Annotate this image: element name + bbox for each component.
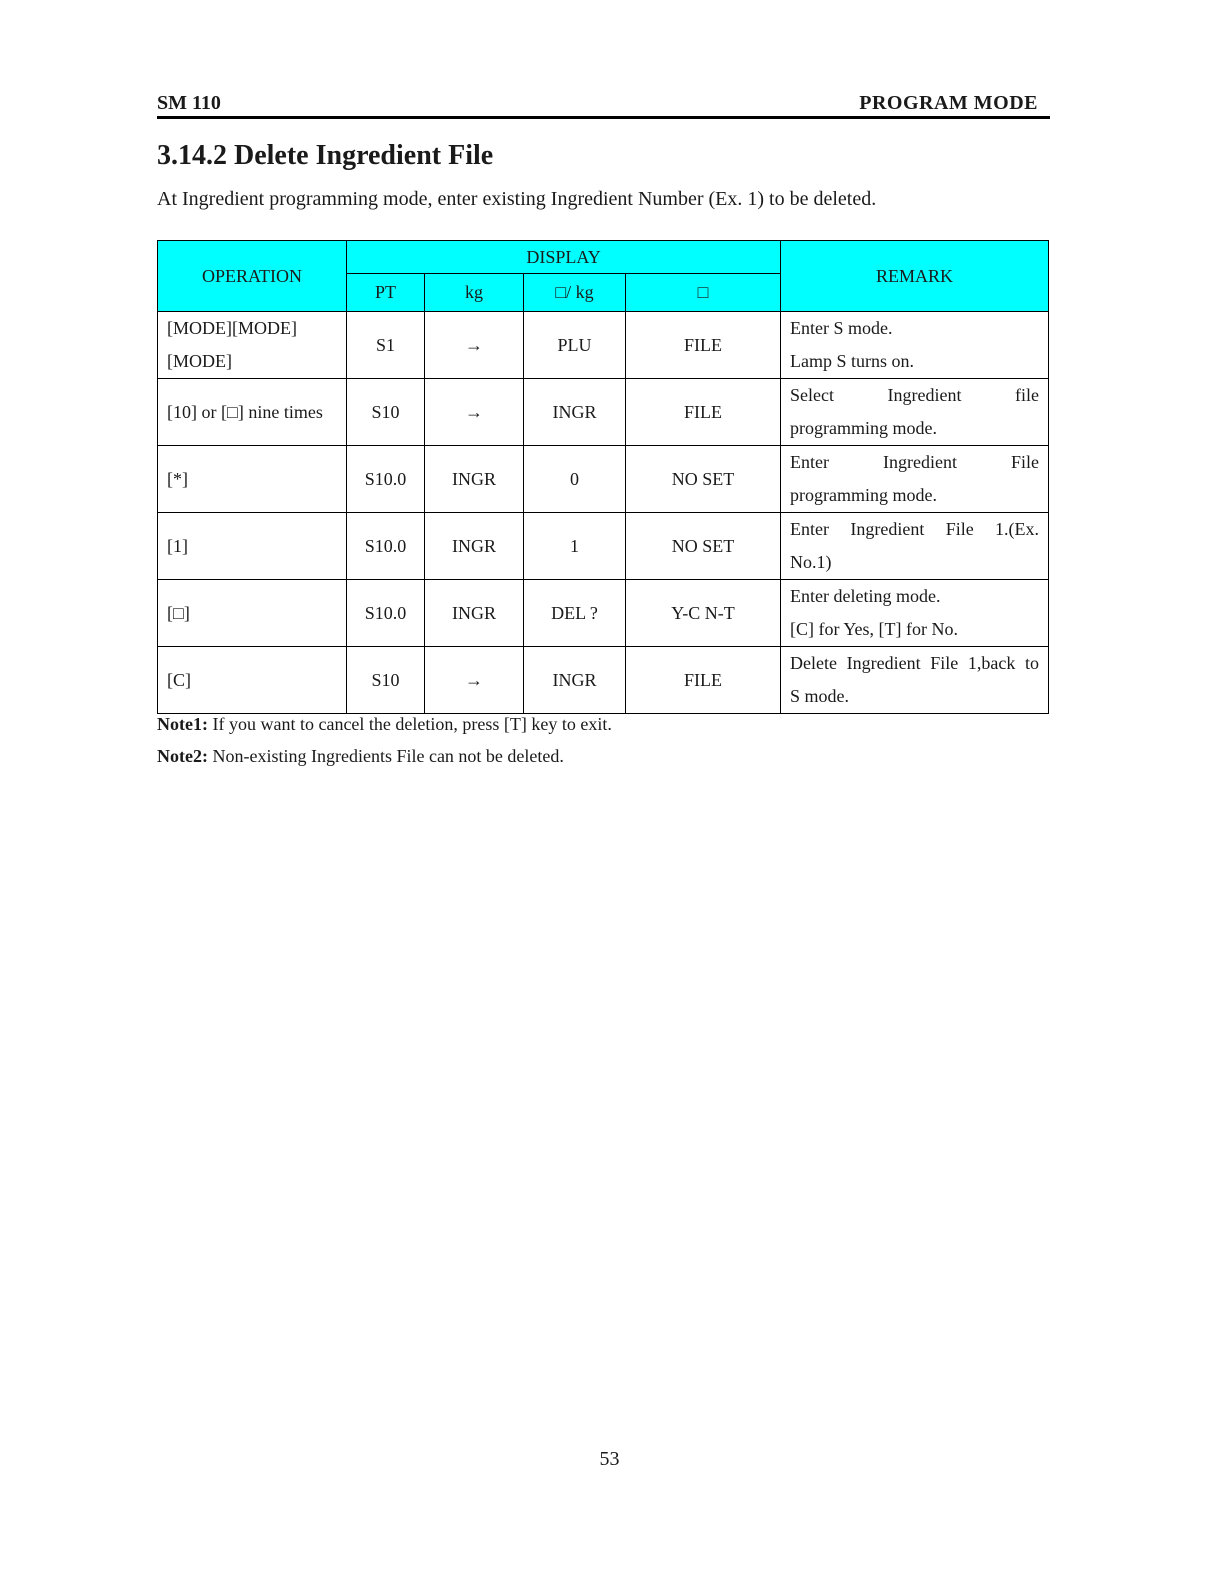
note-2-label: Note2: [157,746,208,766]
header-operation: OPERATION [158,241,347,312]
price-per-kg-cell: DEL ? [524,580,626,647]
header-pt: PT [347,274,425,312]
kg-cell: INGR [425,446,524,513]
operation-line: [C] [167,669,191,690]
remark-line: Enter S mode. [790,318,893,338]
price-per-kg-cell: 0 [524,446,626,513]
operation-line: [10] or [□] nine times [167,401,323,422]
operation-cell [158,379,347,446]
operation-cell [158,647,347,714]
remark-cell [781,312,1049,379]
intro-text: At Ingredient programming mode, enter existing Ingredient Number (Ex. 1) to be deleted. [157,188,877,210]
operation-cell [158,446,347,513]
note-2-text: Non-existing Ingredients File can not be deleted. [207,746,564,766]
price-per-kg-cell: INGR [524,647,626,714]
table-row [158,513,1049,580]
remark-line: programming mode. [790,418,938,438]
operation-cell [158,312,347,379]
operations-table [157,240,1049,714]
operation-line: [1] [167,535,188,556]
pt-cell: S10.0 [347,580,425,647]
remark-line: Enter deleting mode. [790,586,941,606]
table-row [158,379,1049,446]
kg-cell: INGR [425,580,524,647]
remark-line: Lamp S turns on. [790,351,915,371]
operation-line: [MODE][MODE] [167,318,297,338]
header-price-per-kg: □/ kg [524,274,626,312]
price-per-kg-cell: 1 [524,513,626,580]
operation-cell [158,580,347,647]
kg-cell: INGR [425,513,524,580]
remark-cell [781,379,1049,446]
header-total: □ [626,274,781,312]
total-cell: FILE [626,379,781,446]
total-cell: Y-C N-T [626,580,781,647]
price-per-kg-cell: INGR [524,379,626,446]
header-section: PROGRAM MODE [859,92,1038,114]
price-per-kg-cell: PLU [524,312,626,379]
remark-line: programming mode. [790,485,938,505]
remark-line: Enter Ingredient File [790,452,1040,472]
operations-table-body [158,312,1049,714]
pt-cell: S10 [347,647,425,714]
kg-cell: → [425,312,524,379]
pt-cell: S10.0 [347,513,425,580]
remark-line: Select Ingredient file [790,385,1040,405]
total-cell: NO SET [626,513,781,580]
page-header [157,90,1050,119]
remark-cell [781,446,1049,513]
table-row [158,312,1049,379]
remark-line: Delete Ingredient File 1,back to [790,653,1040,673]
kg-cell: → [425,379,524,446]
note-1-text: If you want to cancel the deletion, press [T] key to exit. [207,714,612,734]
pt-cell: S10.0 [347,446,425,513]
kg-cell: → [425,647,524,714]
header-model: SM 110 [157,92,221,114]
note-1 [157,714,612,735]
remark-line: [C] for Yes, [T] for No. [790,619,959,639]
operation-cell [158,513,347,580]
remark-line: Enter Ingredient File 1.(Ex. [790,519,1040,539]
page-number: 53 [599,1448,620,1470]
note-1-label: Note1: [157,714,208,734]
operation-line: [□] [167,602,190,623]
header-display: DISPLAY [347,241,781,274]
remark-line: No.1) [790,552,832,572]
remark-line: S mode. [790,686,850,706]
header-remark: REMARK [781,241,1049,312]
table-row [158,446,1049,513]
section-title: 3.14.2 Delete Ingredient File [157,140,494,171]
note-2 [157,746,564,767]
total-cell: NO SET [626,446,781,513]
header-kg: kg [425,274,524,312]
remark-cell [781,647,1049,714]
remark-cell [781,580,1049,647]
total-cell: FILE [626,647,781,714]
pt-cell: S1 [347,312,425,379]
table-row [158,580,1049,647]
total-cell: FILE [626,312,781,379]
pt-cell: S10 [347,379,425,446]
operation-line: [MODE] [167,351,232,371]
remark-cell [781,513,1049,580]
operation-line: [*] [167,468,188,489]
table-row [158,647,1049,714]
